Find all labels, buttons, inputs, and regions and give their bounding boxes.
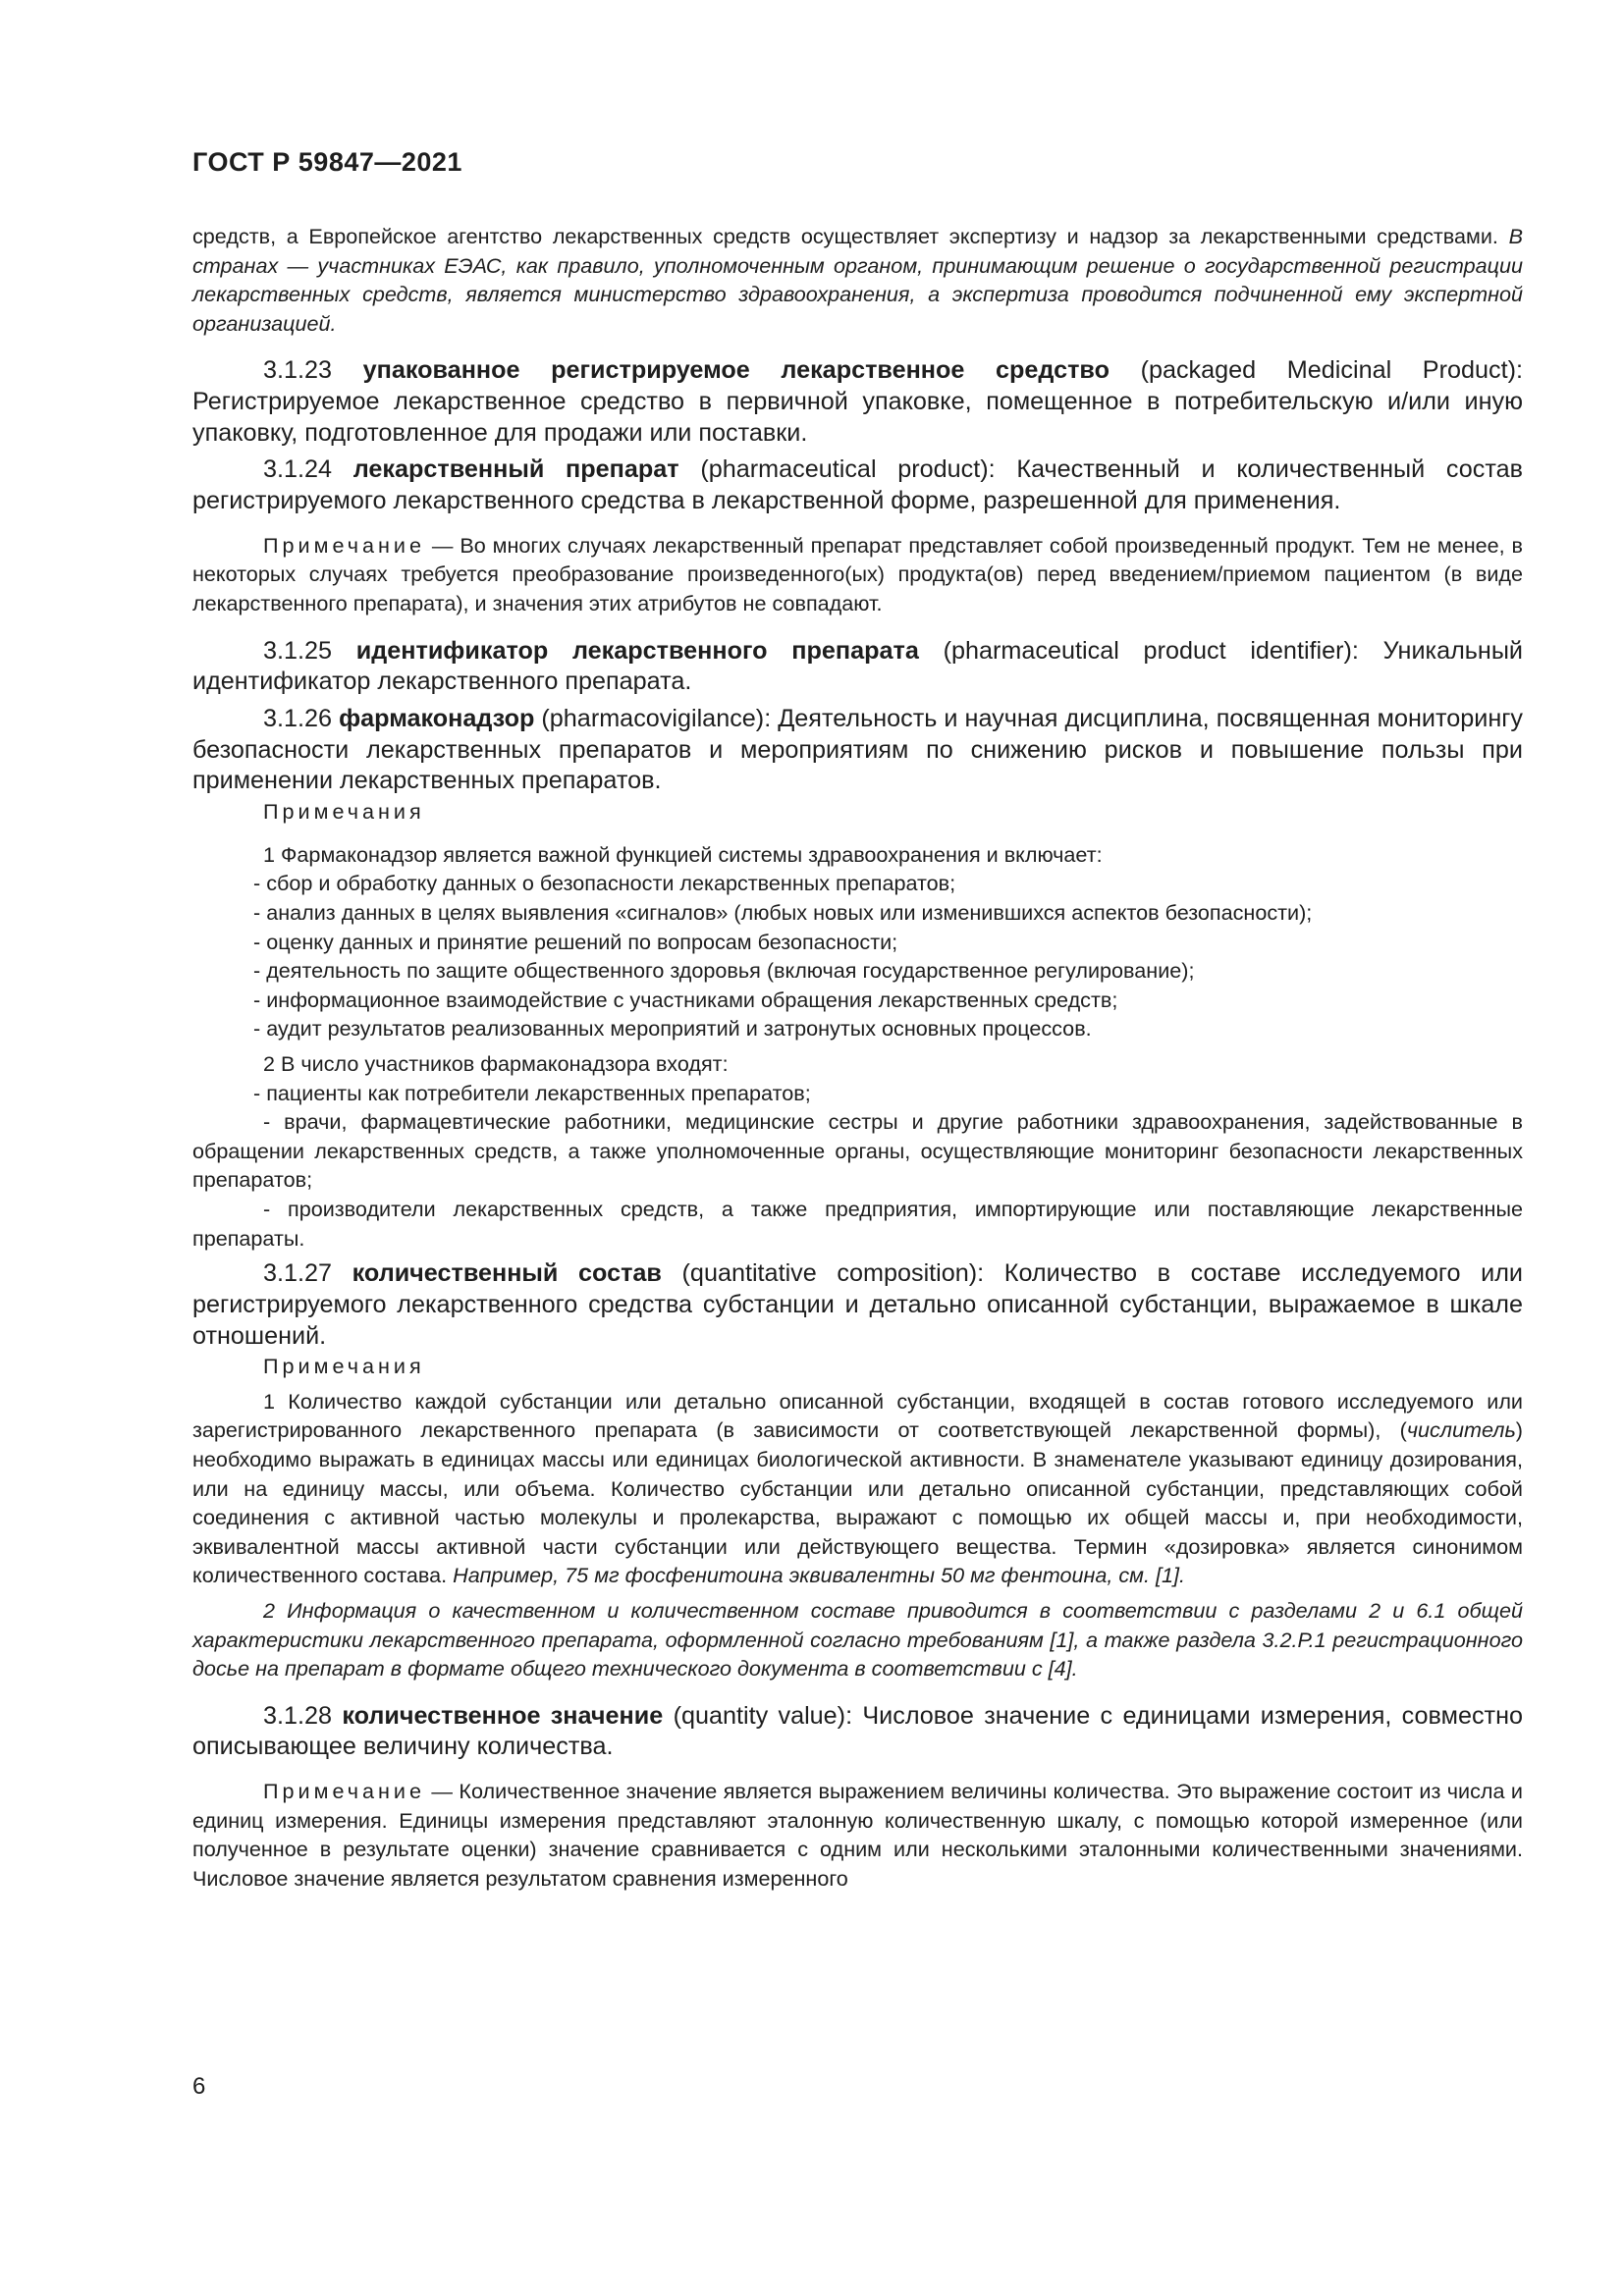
note-text-part: 1 Количество каждой субстанции или детально описанной субстанции, входящей в состав готового исследуемого или зарегистрированного лекарственного препарата (в зависимости от соответствующей лекарственной формы), (	[192, 1388, 1523, 1443]
note-1-list	[192, 869, 1523, 1043]
term-3-1-24	[192, 454, 1523, 516]
note-2-paragraph: - производители лекарственных средств, а также предприятия, импортирующие или поставляющие лекарственные препараты.	[192, 1196, 1523, 1251]
term-3-1-28	[192, 1701, 1523, 1763]
list-item: - оценку данных и принятие решений по вопросам безопасности;	[192, 928, 1523, 957]
term-definition: (quantity value): Числовое значение с единицами измерения, совместно описывающее величину количества.	[192, 1701, 1524, 1761]
term-number: 3.1.23	[263, 356, 333, 385]
term-definition: (quantitative composition): Количество в составе исследуемого или регистрируемого лекарственного средства субстанции и детально описанной субстанции, выражаемое в шкале отношений.	[192, 1259, 1523, 1350]
list-item: - деятельность по защите общественного здоровья (включая государственное регулирование);	[192, 956, 1523, 986]
term-number: 3.1.24	[263, 455, 333, 484]
document-code-header: ГОСТ Р 59847—2021	[192, 147, 462, 177]
term-3-1-27	[192, 1258, 1523, 1352]
term-3-1-25	[192, 636, 1523, 698]
term-number: 3.1.28	[263, 1701, 333, 1730]
list-item: - сбор и обработку данных о безопасности лекарственных препаратов;	[192, 869, 1523, 898]
list-item: - анализ данных в целях выявления «сигналов» (любых новых или изменившихся аспектов безопасности);	[192, 898, 1523, 928]
term-definition: (packaged Medicinal Product): Регистрируемое лекарственное средство в первичной упаковке, помещенное в потребительскую и/или иную упаковку, подготовленное для продажи или поставки.	[192, 356, 1523, 447]
note-3-1-28	[192, 1777, 1523, 1893]
term-number: 3.1.27	[263, 1259, 333, 1288]
note-2-list	[192, 1079, 1523, 1108]
note-label: Примечание	[263, 1779, 425, 1804]
note-text: — Количественное значение является выражением величины количества. Это выражение состоит из числа и единиц измерения. Единицы измерения представляют эталонную количественную шкалу, с помощью которой измеренное (или полученное в результате оценки) значение сравнивается с одним или несколькими эталонными количественными значениями. Числовое значение является результатом сравнения измеренного	[192, 1779, 1523, 1891]
note-1-text: 1 Фармаконадзор является важной функцией системы здравоохранения и включает:	[263, 841, 1103, 867]
note-2-paragraph: - врачи, фармацевтические работники, медицинские сестры и другие работники здравоохранения, задействованные в обращении лекарственных средств, а также уполномоченные органы, осуществляющие мониторинг безопасности лекарственных препаратов;	[192, 1109, 1523, 1193]
term-name: количественный состав	[352, 1259, 662, 1288]
notes-label: Примечания	[263, 1354, 425, 1379]
list-item: - информационное взаимодействие с участниками обращения лекарственных средств;	[192, 986, 1523, 1015]
term-number: 3.1.25	[263, 636, 333, 665]
page-number: 6	[192, 2073, 206, 2100]
notes-label: Примечания	[263, 799, 425, 825]
note-text: — Во многих случаях лекарственный препарат представляет собой произведенный продукт. Тем не менее, в некоторых случаях требуется преобразование произведенного(ых) продукта(ов) перед введением/приемом пациентом (в виде лекарственного препарата), и значения этих атрибутов не совпадают.	[192, 532, 1523, 616]
note-2-text: 2 Информация о качественном и количественном составе приводится в соответствии с разделами 2 и 6.1 общей характеристики лекарственного препарата, оформленной согласно требованиям [1], а также раздела 3.2.Р.1 регистрационного досье на препарат в формате общего технического документа в соответствии с [4].	[192, 1597, 1523, 1682]
page-content	[192, 222, 1523, 1894]
intro-text: средств, а Европейское агентство лекарственных средств осуществляет экспертизу и надзор за лекарственными средствами.	[192, 224, 1498, 248]
term-3-1-26	[192, 704, 1523, 797]
note-1-text	[192, 1387, 1523, 1590]
note-3-1-24	[192, 531, 1523, 618]
term-name: фармаконадзор	[339, 705, 535, 733]
term-definition: (pharmaceutical product identifier): Уникальный идентификатор лекарственного препарата.	[192, 636, 1524, 696]
term-name: упакованное регистрируемое лекарственное средство	[362, 356, 1110, 385]
term-definition: (pharmacovigilance): Деятельность и научная дисциплина, посвященная мониторингу безопасности лекарственных препаратов и мероприятиям по снижению рисков и повышение пользы при применении лекарственных препаратов.	[192, 705, 1524, 795]
note-text-part: ) необходимо выражать в единицах массы или единицах биологической активности. В знаменателе указывают единицу дозирования, или на единицу массы, или объема. Количество субстанции или детально описанной субстанции, представляющих собой соединения с активной частью молекулы и пролекарства, выражают с помощью их общей массы и, при необходимости, эквивалентной массы активной части субстанции или действующего вещества. Термин «дозировка» является синонимом количественного состава.	[192, 1417, 1523, 1588]
term-definition: (pharmaceutical product): Качественный и количественный состав регистрируемого лекарственного средства в лекарственной форме, разрешенной для применения.	[192, 455, 1524, 515]
term-name: количественное значение	[342, 1701, 664, 1730]
term-number: 3.1.26	[263, 705, 333, 733]
list-item: - пациенты как потребители лекарственных препаратов;	[192, 1079, 1523, 1108]
note-label: Примечание	[263, 532, 425, 558]
term-name: идентификатор лекарственного препарата	[355, 636, 919, 665]
note-italic-word: числитель	[1406, 1417, 1516, 1443]
term-3-1-23	[192, 355, 1523, 449]
term-name: лекарственный препарат	[352, 455, 679, 484]
intro-paragraph	[192, 222, 1523, 338]
list-item: - аудит результатов реализованных мероприятий и затронутых основных процессов.	[192, 1014, 1523, 1043]
intro-italic-text: В странах — участниках ЕЭАС, как правило, уполномоченным органом, принимающим решение о государственной регистрации лекарственных средств, является министерство здравоохранения, а экспертиза проводится подчиненной ему экспертной организацией.	[192, 224, 1523, 336]
note-2-text: 2 В число участников фармаконадзора входят:	[263, 1050, 729, 1076]
note-example: Например, 75 мг фосфенитоина эквивалентны 50 мг фентоина, см. [1].	[453, 1563, 1185, 1588]
